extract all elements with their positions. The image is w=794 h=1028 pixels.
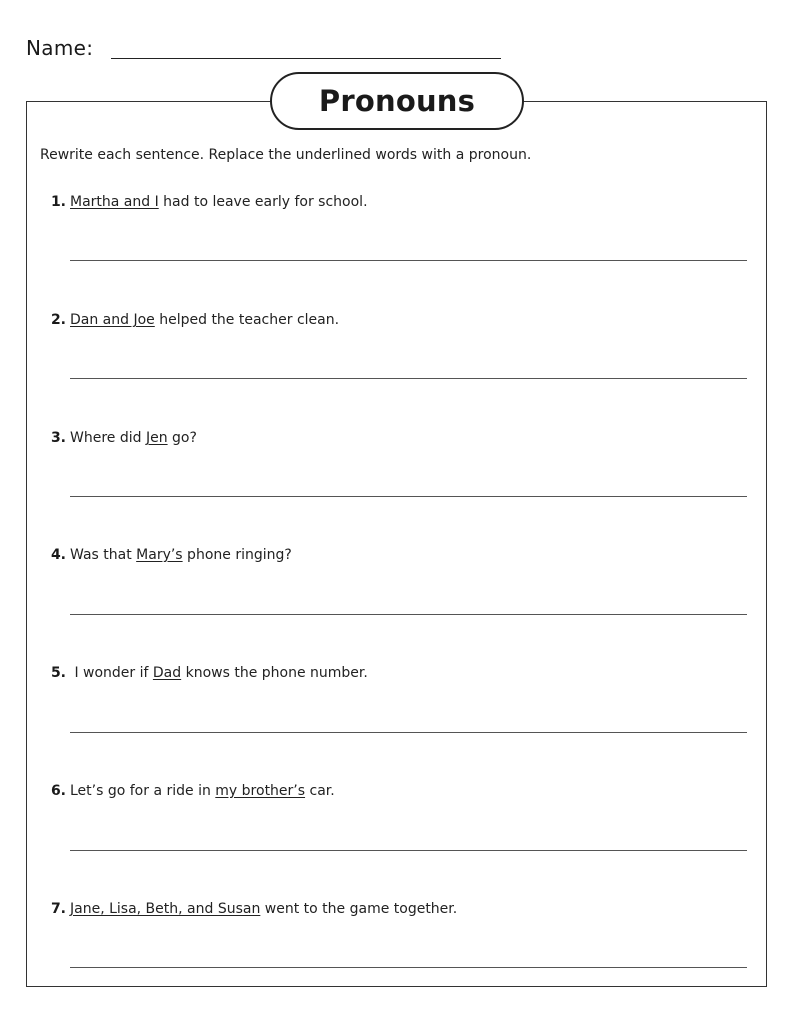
- name-label: Name:: [26, 36, 94, 60]
- exercise-item: [40, 194, 750, 274]
- answer-line[interactable]: [70, 614, 747, 615]
- item-number: 6.: [50, 783, 66, 799]
- item-sentence: [70, 901, 457, 917]
- item-sentence: [70, 312, 339, 328]
- item-sentence: [70, 547, 292, 563]
- answer-line[interactable]: [70, 732, 747, 733]
- page-title: Pronouns: [318, 84, 476, 118]
- sentence-text-after: had to leave early for school.: [158, 194, 368, 210]
- underlined-words: Mary’s: [136, 547, 183, 563]
- sentence-text-after: phone ringing?: [182, 547, 292, 563]
- underlined-words: Jen: [145, 430, 168, 446]
- exercise-item: [40, 547, 750, 627]
- underlined-words: Jane, Lisa, Beth, and Susan: [70, 901, 261, 917]
- answer-line[interactable]: [70, 967, 747, 968]
- sentence-text-after: knows the phone number.: [181, 665, 368, 681]
- sentence-text-after: went to the game together.: [260, 901, 458, 917]
- item-sentence: [70, 783, 335, 799]
- item-number: 5.: [50, 665, 66, 681]
- exercise-item: [40, 901, 750, 981]
- item-sentence: [70, 430, 197, 446]
- answer-line[interactable]: [70, 496, 747, 497]
- sentence-text-before: I wonder if: [70, 665, 153, 681]
- exercise-item: [40, 665, 750, 745]
- sentence-text-after: car.: [305, 783, 335, 799]
- item-sentence: [70, 665, 368, 681]
- sentence-text-before: Let’s go for a ride in: [70, 783, 216, 799]
- item-number: 7.: [50, 901, 66, 917]
- item-number: 3.: [50, 430, 66, 446]
- item-sentence: [70, 194, 368, 210]
- answer-line[interactable]: [70, 260, 747, 261]
- sentence-text-before: Was that: [70, 547, 137, 563]
- title-banner: [270, 72, 524, 130]
- underlined-words: Martha and I: [70, 194, 159, 210]
- item-number: 4.: [50, 547, 66, 563]
- sentence-text-after: go?: [167, 430, 197, 446]
- name-write-line[interactable]: [111, 58, 501, 59]
- underlined-words: Dan and Joe: [70, 312, 155, 328]
- name-row: [26, 34, 506, 64]
- exercise-item: [40, 312, 750, 392]
- exercise-item: [40, 430, 750, 510]
- item-number: 1.: [50, 194, 66, 210]
- exercise-item: [40, 783, 750, 863]
- answer-line[interactable]: [70, 850, 747, 851]
- item-number: 2.: [50, 312, 66, 328]
- answer-line[interactable]: [70, 378, 747, 379]
- sentence-text-before: Where did: [70, 430, 146, 446]
- instructions-text: Rewrite each sentence. Replace the underlined words with a pronoun.: [40, 147, 532, 163]
- underlined-words: my brother’s: [215, 783, 306, 799]
- underlined-words: Dad: [152, 665, 182, 681]
- sentence-text-after: helped the teacher clean.: [154, 312, 340, 328]
